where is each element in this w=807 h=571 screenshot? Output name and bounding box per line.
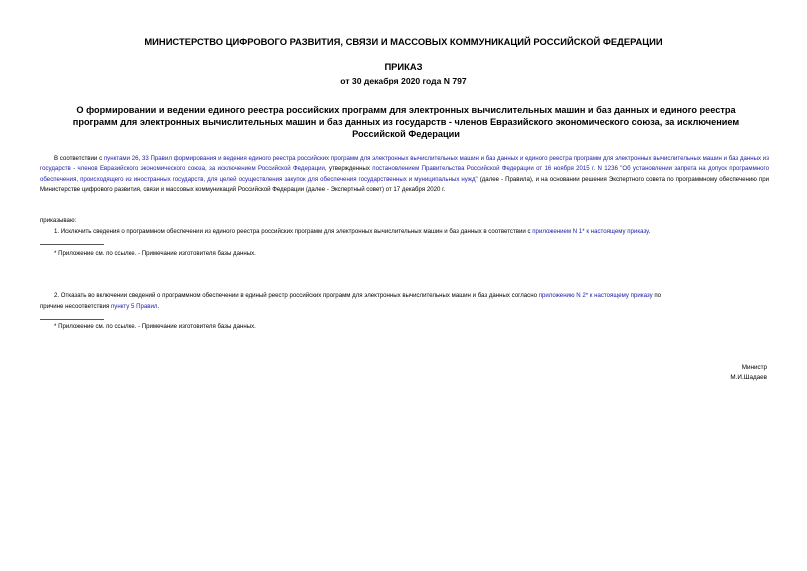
item-2-text: 2. Отказать во включении сведений о программном обеспечении в единый реестр российских программ для электронных вычислительных машин и баз данных согласно xyxy=(54,292,539,299)
document-date-number: от 30 декабря 2020 года N 797 xyxy=(340,76,467,86)
footnote-1: * Приложение см. по ссылке. - Примечание изготовителя базы данных. xyxy=(54,250,256,257)
appendix-2-link[interactable]: приложению N 2* к настоящему приказу xyxy=(538,292,653,299)
order-word: приказываю: xyxy=(40,217,77,224)
item-1-end: . xyxy=(648,228,651,235)
preamble-paragraph xyxy=(40,154,769,195)
preamble-text-1: В соответствии с xyxy=(54,155,104,162)
footnote-2: * Приложение см. по ссылке. - Примечание изготовителя базы данных. xyxy=(54,323,256,330)
item-2-line-2-text: причине несоответствия xyxy=(40,303,111,310)
item-1-text: 1. Исключить сведения о программном обеспечении из единого реестра российских программ для электронных вычислительных машин и баз данных в соответствии с xyxy=(54,228,533,235)
item-1-paragraph xyxy=(54,227,650,237)
document-title: О формировании и ведении единого реестра российских программ для электронных вычислительных машин и баз данных и единого реестра программ для электронных вычислительных машин и баз данных из государств - членов Евразийского экономического союза, за исключением Российской Федерации xyxy=(72,105,740,139)
government-decree-link[interactable]: постановлением Правительства Российской Федерации от 16 ноября 2015 г. N 1236 "Об установлении запрета на допуск программного обеспечения, происходящего из иностранных государств, для целей осуществления закупок для обеспечения государственных и муниципальных нужд" xyxy=(40,165,769,183)
rules-point-5-link[interactable]: пункту 5 Правил xyxy=(110,303,158,310)
footnote-divider-2 xyxy=(40,319,104,320)
item-2-paragraph xyxy=(54,291,661,301)
document-type: ПРИКАЗ xyxy=(384,61,423,72)
item-2-end: . xyxy=(157,303,160,310)
preamble-text-3: (далее - Правила), и на основании решения Экспертного совета по программному обеспечению при Министерстве цифрового развития, связи и массовых коммуникаций Российской Федерации (далее - Экспертный совет) от 17 декабря 2020 г. xyxy=(40,175,769,193)
item-2-text-2: по xyxy=(652,292,662,299)
footnote-divider-1 xyxy=(40,244,104,245)
ministry-heading: МИНИСТЕРСТВО ЦИФРОВОГО РАЗВИТИЯ, СВЯЗИ И МАССОВЫХ КОММУНИКАЦИЙ РОССИЙСКОЙ ФЕДЕРАЦИИ xyxy=(144,36,663,47)
signatory-position: Министр xyxy=(741,364,767,371)
appendix-1-link[interactable]: приложением N 1* к настоящему приказу xyxy=(532,228,649,235)
signatory-name: М.И.Шадаев xyxy=(730,374,767,381)
rules-link[interactable]: пунктами 26, 33 Правил формирования и ведения единого реестра российских программ для электронных вычислительных машин и баз данных и единого реестра программ для электронных вычислительных машин и баз данных из государств - членов Евразийского экономического союза, за исключением Российской Федерации xyxy=(40,155,770,173)
item-2-line-2 xyxy=(40,302,159,312)
preamble-text-2: , утвержденных xyxy=(324,165,373,173)
